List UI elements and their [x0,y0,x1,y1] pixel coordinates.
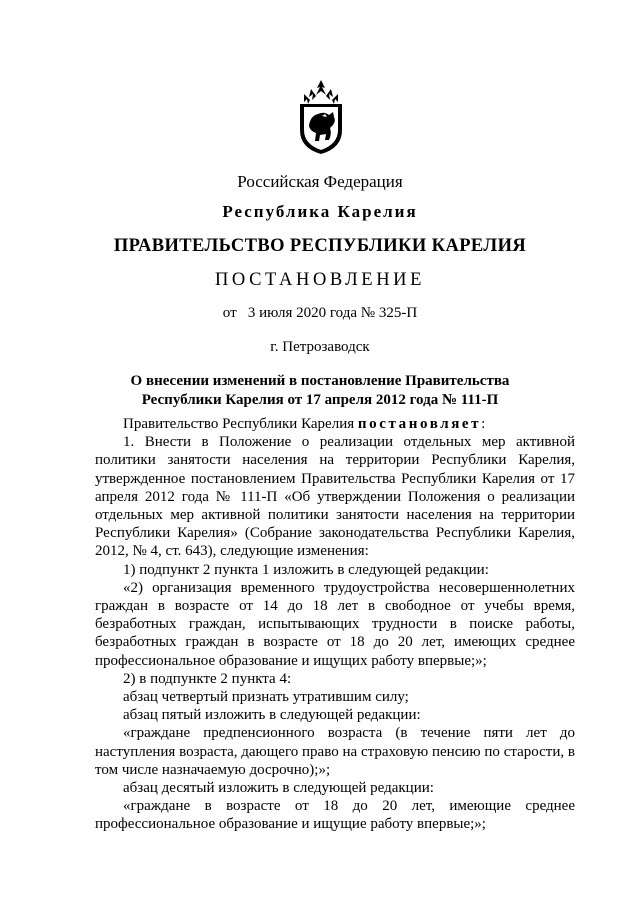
paragraph-7: «граждане предпенсионного возраста (в течение пяти лет до наступления возраста, дающего право на страховую пенсию по старости, в том числе назначаемую досрочно);»; [95,725,575,778]
paragraph-1: 1. Внести в Положение о реализации отдельных мер активной политики занятости населения на территории Республики Карелия, утвержденное постановлением Правительства Республики Карелия от 17 апреля 2012 года № 111-П «Об утверждении Положения о реализации отдельных мер активной политики занятости населения на территории Республики Карелия» (Собрание законодательства Республики Карелия, 2012, № 4, ст. 643), следующие изменения: [95,434,575,560]
intro-prefix: Правительство Республики Карелия [123,416,358,432]
intro-verb: постановляет [357,416,482,432]
intro-paragraph [95,415,575,433]
republic-name: Республика Карелия [222,202,418,221]
document-subject-line-2: Республики Карелия от 17 апреля 2012 года № 111-П [141,392,499,408]
government-title: ПРАВИТЕЛЬСТВО РЕСПУБЛИКИ КАРЕЛИЯ [113,236,527,256]
paragraph-4: 2) в подпункте 2 пункта 4: [123,670,292,687]
paragraph-5: абзац четвертый признать утратившим силу; [123,689,409,706]
karelia-coat-of-arms-icon [296,78,346,156]
paragraph-3: «2) организация временного трудоустройства несовершеннолетних граждан в возрасте от 14 до 18 лет в свободное от учебы время, безработных граждан, испытывающих трудности в поиске работы, безработных граждан в возрасте от 18 до 20 лет, имеющих среднее профессиональное образование и ищущих работу впервые;»; [95,579,575,669]
intro-suffix: : [481,416,486,432]
document-city: г. Петрозаводск [270,339,370,355]
document-date-number: от 3 июля 2020 года № 325-П [222,305,418,321]
document-body [95,415,575,834]
paragraph-8: абзац десятый изложить в следующей редакции: [123,780,434,797]
paragraph-6: абзац пятый изложить в следующей редакции: [123,707,421,724]
document-subject-line-1: О внесении изменений в постановление Правительства [130,373,510,389]
paragraph-9: «граждане в возрасте от 18 до 20 лет, имеющие среднее профессиональное образование и ищущие работу впервые;»; [95,798,575,833]
paragraph-2: 1) подпункт 2 пункта 1 изложить в следующей редакции: [123,561,489,578]
country-name: Российская Федерация [237,172,403,191]
document-type: ПОСТАНОВЛЕНИЕ [214,270,426,290]
